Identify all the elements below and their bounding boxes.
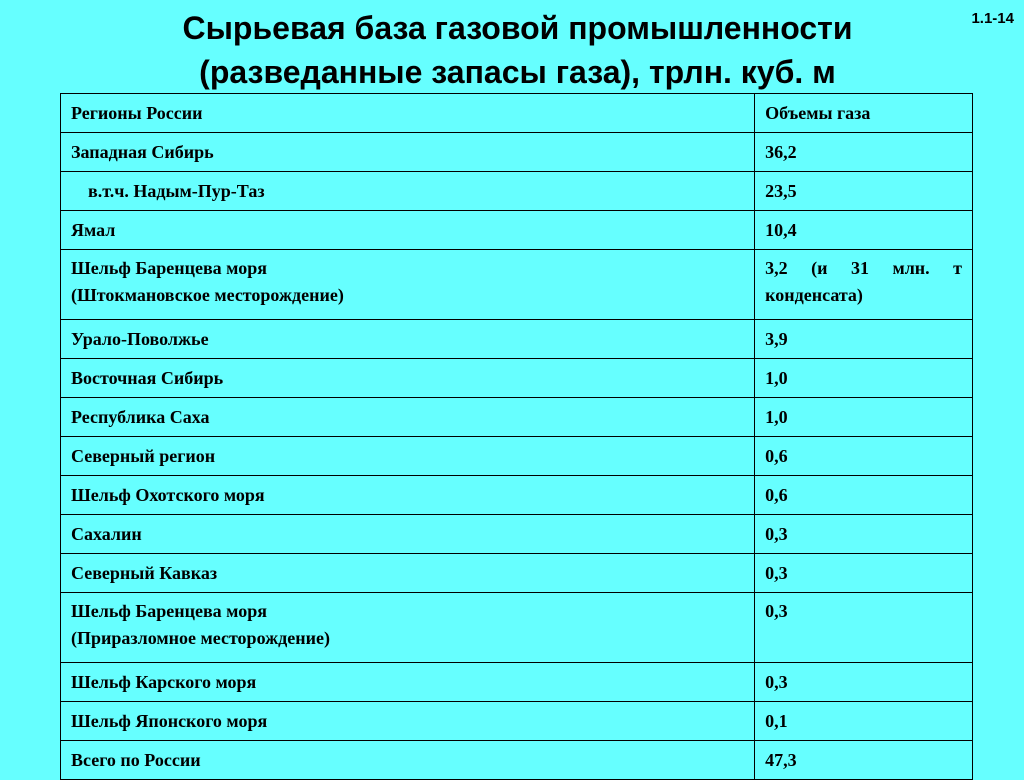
value-cell [755, 250, 973, 320]
value-cell: 10,4 [755, 211, 973, 250]
table-row [61, 437, 973, 476]
region-cell: Северный Кавказ [61, 554, 755, 593]
table-row [61, 320, 973, 359]
header-volumes: Объемы газа [755, 94, 973, 133]
table-row [61, 359, 973, 398]
region-cell: Ямал [61, 211, 755, 250]
value-cell: 36,2 [755, 133, 973, 172]
value-line-1: 3,2 (и 31 млн. т [765, 258, 962, 278]
value-cell: 1,0 [755, 359, 973, 398]
table-row [61, 663, 973, 702]
region-cell: Западная Сибирь [61, 133, 755, 172]
region-cell: Республика Саха [61, 398, 755, 437]
slide-title [60, 6, 975, 94]
slide-number: 1.1-14 [971, 10, 1014, 27]
table-row [61, 133, 973, 172]
subregion-label: в.т.ч. Надым-Пур-Таз [88, 180, 265, 201]
value-cell: 0,6 [755, 476, 973, 515]
table-row [61, 211, 973, 250]
region-cell: Шельф Японского моря [61, 702, 755, 741]
region-line-2: (Штокмановское месторождение) [71, 285, 344, 305]
table-row [61, 250, 973, 320]
value-cell: 0,3 [755, 663, 973, 702]
table-header-row [61, 94, 973, 133]
region-cell [61, 172, 755, 211]
table-row [61, 515, 973, 554]
table-row [61, 554, 973, 593]
value-cell: 0,3 [755, 554, 973, 593]
value-cell: 23,5 [755, 172, 973, 211]
region-cell: Урало-Поволжье [61, 320, 755, 359]
total-value-cell: 47,3 [755, 741, 973, 780]
gas-reserves-table [60, 93, 973, 780]
region-line-2: (Приразломное месторождение) [71, 628, 330, 648]
region-cell [61, 250, 755, 320]
title-line-1: Сырьевая база газовой промышленности [182, 10, 853, 46]
value-line-2: конденсата) [765, 285, 863, 305]
value-cell: 0,6 [755, 437, 973, 476]
region-line-1: Шельф Баренцева моря [71, 601, 267, 621]
header-regions: Регионы России [61, 94, 755, 133]
value-cell: 0,3 [755, 515, 973, 554]
table-row [61, 593, 973, 663]
value-cell: 1,0 [755, 398, 973, 437]
region-cell [61, 593, 755, 663]
region-line-1: Шельф Баренцева моря [71, 258, 267, 278]
region-cell: Восточная Сибирь [61, 359, 755, 398]
table-row [61, 172, 973, 211]
value-cell: 0,1 [755, 702, 973, 741]
region-cell: Шельф Карского моря [61, 663, 755, 702]
table-row [61, 476, 973, 515]
table-total-row [61, 741, 973, 780]
region-cell: Шельф Охотского моря [61, 476, 755, 515]
table-row [61, 702, 973, 741]
title-line-2: (разведанные запасы газа), трлн. куб. м [199, 54, 836, 90]
value-cell: 0,3 [755, 593, 973, 663]
region-cell: Сахалин [61, 515, 755, 554]
value-cell: 3,9 [755, 320, 973, 359]
total-label-cell: Всего по России [61, 741, 755, 780]
region-cell: Северный регион [61, 437, 755, 476]
table-row [61, 398, 973, 437]
